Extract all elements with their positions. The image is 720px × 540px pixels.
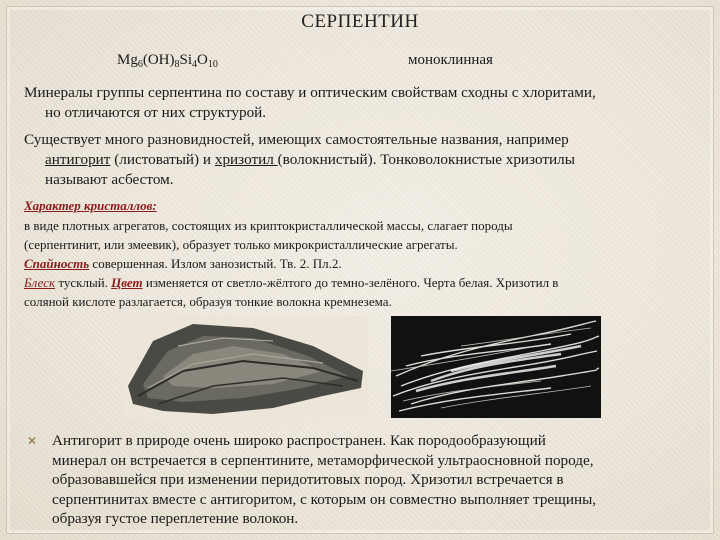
crystal-habit-line: в виде плотных агрегатов, состоящих из криптокристаллической массы, слагает породы <box>24 218 513 233</box>
paragraph-line: образовавшейся при изменении перидотитовых пород. Хризотил встречается в <box>52 471 564 489</box>
crystal-habit-header: Характер кристаллов: <box>24 198 157 213</box>
paragraph-line: антигорит (листоватый) и хризотил (волокнистый). Тонковолокнистые хризотилы <box>45 151 575 168</box>
paragraph-varieties <box>24 130 714 190</box>
cleavage-label: Спайность <box>24 256 90 271</box>
luster-label: Блеск <box>24 275 56 290</box>
term-antigorite: антигорит <box>45 151 111 168</box>
paragraph-line: Существует много разновидностей, имеющих самостоятельные названия, например <box>24 131 569 148</box>
luster-color-line: соляной кислоте разлагается, образуя тонкие волокна кремнезема. <box>24 294 392 309</box>
chrysotile-photo <box>391 316 601 418</box>
chemical-formula: $Mg_6(OH)_8Si_4O_{10}$ <box>117 52 218 70</box>
paragraph-line: образуя густое переплетение волокон. <box>52 510 299 528</box>
x-bullet-icon: ✕ <box>27 434 38 448</box>
paragraph-line: называют асбестом. <box>45 171 174 188</box>
luster-color-line: Блеск тусклый. Цвет изменяется от светло-жёлтого до темно-зелёного. Черта белая. Хризотил в <box>24 275 559 290</box>
paragraph-line: Антигорит в природе очень широко распространен. Как породообразующий <box>52 432 546 449</box>
cleavage-line: Спайность совершенная. Излом занозистый. Тв. 2. Пл.2. <box>24 256 342 271</box>
color-label: Цвет <box>111 275 143 290</box>
paragraph-line: но отличаются от них структурой. <box>45 104 267 121</box>
paragraph-line: серпентинитах вместе с антигоритом, с которым он совместно выполняет трещины, <box>52 490 597 508</box>
paragraph-line: минерал он встречается в серпентините, метаморфической ультраосновной породе, <box>52 451 594 469</box>
slide-title: СЕРПЕНТИН <box>301 11 419 32</box>
paragraph-occurrence <box>52 431 702 529</box>
term-chrysotile: хризотил <box>214 151 278 168</box>
paragraph-composition <box>24 83 714 123</box>
antigorite-photo <box>123 316 368 418</box>
crystal-system: моноклинная <box>408 52 493 68</box>
paragraph-line: Минералы группы серпентина по составу и оптическим свойствам сходны с хлоритами, <box>24 84 596 101</box>
crystal-habit-line: (серпентинит, или змеевик), образует только микрокристаллические агрегаты. <box>24 237 458 252</box>
